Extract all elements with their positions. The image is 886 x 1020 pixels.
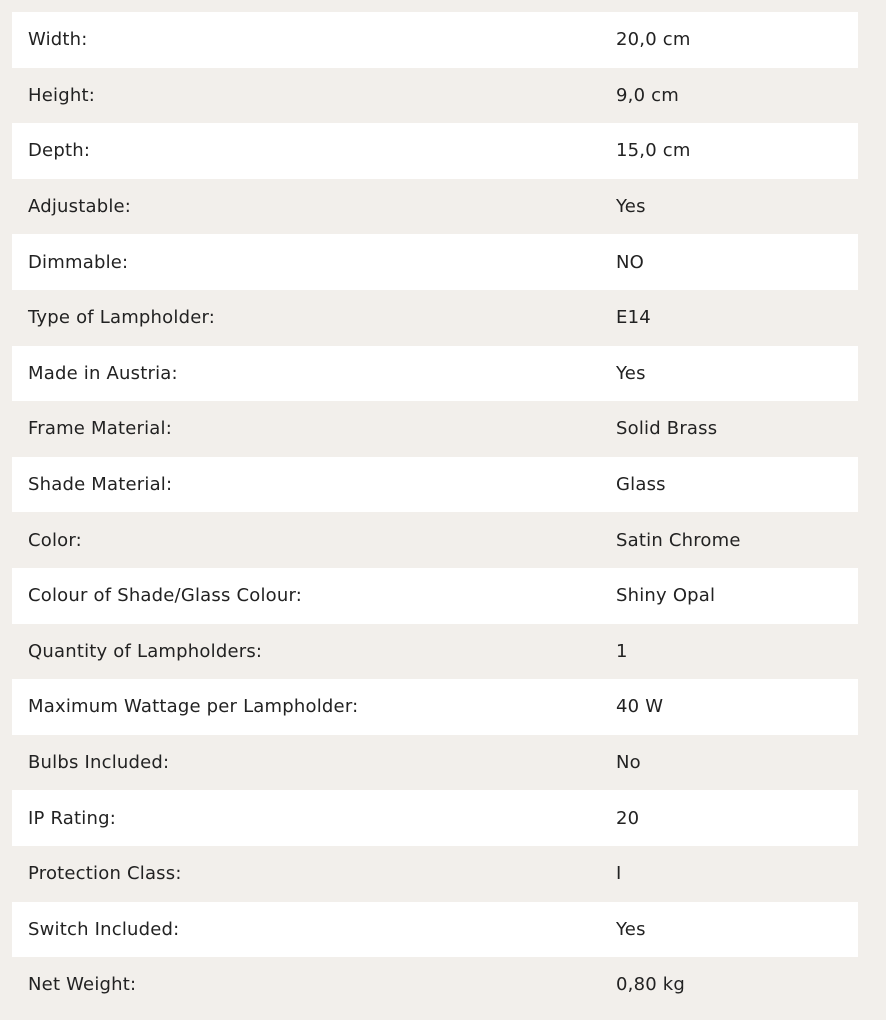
spec-row-lampholder-type <box>12 290 858 346</box>
spec-label: Protection Class: <box>28 863 182 885</box>
spec-label: Net Weight: <box>28 974 137 996</box>
spec-value: 20 <box>616 807 640 829</box>
spec-value: Yes <box>616 918 646 940</box>
spec-row-made-in <box>12 346 858 402</box>
spec-label: Shade Material: <box>28 474 173 496</box>
spec-value: 15,0 cm <box>616 140 691 162</box>
spec-row-height <box>12 68 858 124</box>
spec-row-shade-material <box>12 457 858 513</box>
spec-row-switch-included <box>12 902 858 958</box>
spec-value: Satin Chrome <box>616 529 741 551</box>
spec-label: Switch Included: <box>28 918 180 940</box>
spec-row-protection-class <box>12 846 858 902</box>
spec-label: Quantity of Lampholders: <box>28 640 263 662</box>
spec-value: 1 <box>616 640 628 662</box>
spec-row-max-wattage <box>12 679 858 735</box>
spec-value: 20,0 cm <box>616 29 691 51</box>
spec-label: Depth: <box>28 140 91 162</box>
spec-label: Bulbs Included: <box>28 752 170 774</box>
spec-label: Height: <box>28 84 95 106</box>
spec-value: NO <box>616 251 645 273</box>
spec-value: No <box>616 752 641 774</box>
spec-value: Yes <box>616 196 646 218</box>
spec-label: IP Rating: <box>28 807 116 829</box>
spec-row-frame-material <box>12 401 858 457</box>
spec-value: Shiny Opal <box>616 585 716 607</box>
spec-row-depth <box>12 123 858 179</box>
spec-label: Made in Austria: <box>28 362 178 384</box>
spec-value: Glass <box>616 474 666 496</box>
spec-label: Width: <box>28 29 88 51</box>
spec-label: Adjustable: <box>28 196 132 218</box>
spec-label: Color: <box>28 529 82 551</box>
spec-table <box>12 12 858 1013</box>
spec-label: Dimmable: <box>28 251 129 273</box>
spec-row-shade-colour <box>12 568 858 624</box>
spec-row-lampholder-quantity <box>12 624 858 680</box>
spec-row-net-weight <box>12 957 858 1013</box>
spec-label: Type of Lampholder: <box>28 307 216 329</box>
spec-row-adjustable <box>12 179 858 235</box>
spec-row-dimmable <box>12 234 858 290</box>
spec-label: Frame Material: <box>28 418 172 440</box>
spec-row-width <box>12 12 858 68</box>
spec-row-ip-rating <box>12 790 858 846</box>
spec-label: Maximum Wattage per Lampholder: <box>28 696 359 718</box>
spec-value: Solid Brass <box>616 418 718 440</box>
spec-label: Colour of Shade/Glass Colour: <box>28 585 303 607</box>
spec-value: 9,0 cm <box>616 84 679 106</box>
spec-value: E14 <box>616 307 651 329</box>
spec-value: I <box>616 863 622 885</box>
spec-value: Yes <box>616 362 646 384</box>
spec-row-color <box>12 512 858 568</box>
spec-value: 40 W <box>616 696 664 718</box>
spec-row-bulbs-included <box>12 735 858 791</box>
spec-value: 0,80 kg <box>616 974 686 996</box>
